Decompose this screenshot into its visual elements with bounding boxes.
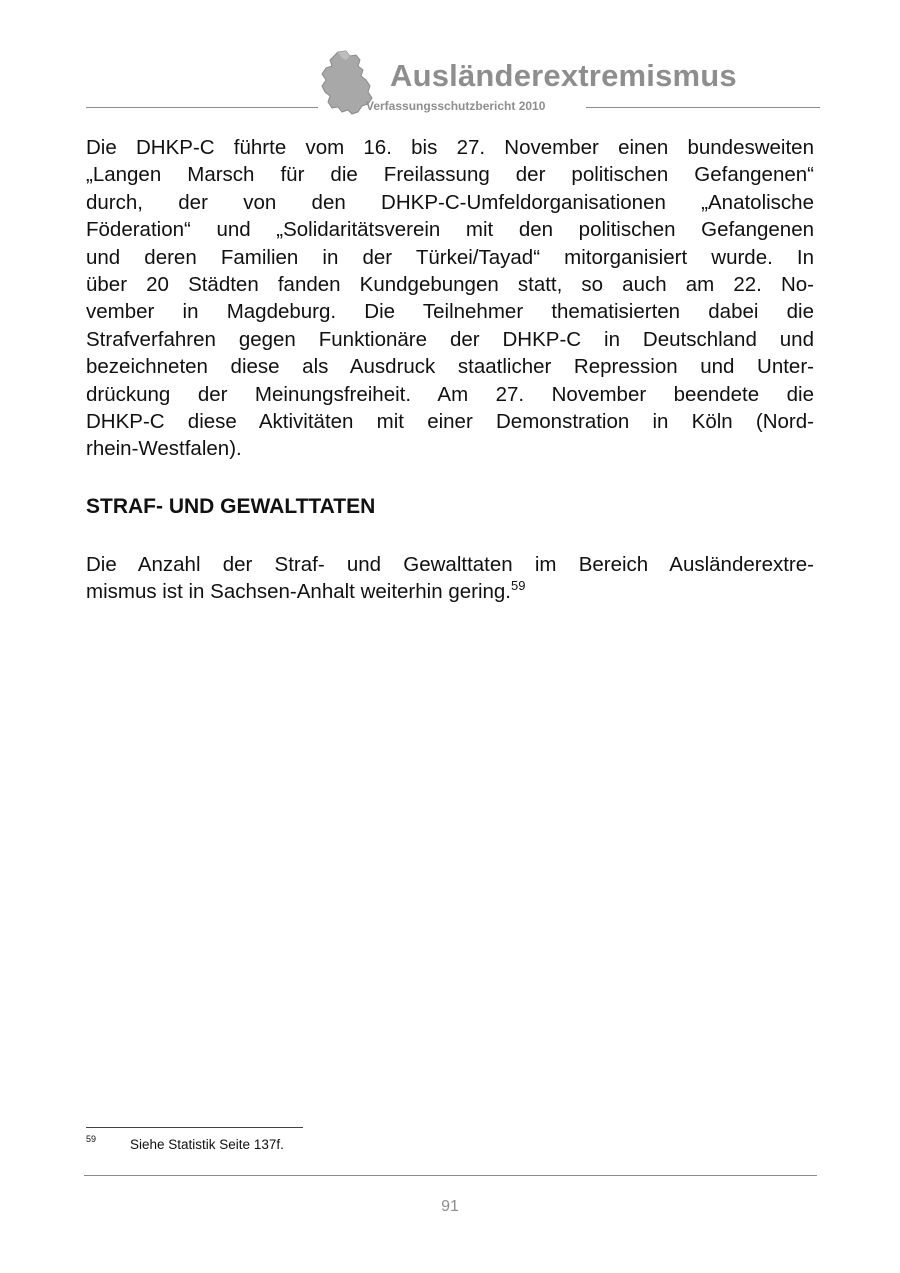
- text-line-with-footnote: [86, 578, 814, 605]
- text-line: drückung der Meinungsfreiheit. Am 27. November beendete die: [86, 382, 814, 406]
- footnote-reference[interactable]: 59: [511, 578, 526, 594]
- page-header: [0, 0, 900, 120]
- text-line: Die DHKP-C führte vom 16. bis 27. November einen bundesweiten: [86, 136, 814, 159]
- text-line: vember in Magdeburg. Die Teilnehmer thematisierten dabei die: [86, 300, 814, 324]
- text-line: DHKP-C diese Aktivitäten mit einer Demonstration in Köln (Nord-: [86, 410, 814, 434]
- text-line: durch, der von den DHKP-C-Umfeldorganisationen „Anatolische: [86, 190, 814, 214]
- header-rule-left: [86, 107, 318, 108]
- text-line: mismus ist in Sachsen-Anhalt weiterhin gering.: [86, 580, 511, 604]
- text-line: rhein-Westfalen).: [86, 437, 242, 461]
- footnote-rule: [86, 1127, 303, 1128]
- text-line: Föderation“ und „Solidaritätsverein mit den politischen Gefangenen: [86, 218, 814, 242]
- page-number: 91: [441, 1198, 459, 1215]
- text-line: über 20 Städten fanden Kundgebungen statt, so auch am 22. No-: [86, 273, 814, 297]
- header-rule-right: [586, 107, 820, 108]
- text-line: „Langen Marsch für die Freilassung der politischen Gefangenen“: [86, 163, 814, 187]
- footnote-text: Siehe Statistik Seite 137f.: [130, 1137, 284, 1152]
- paragraph: [86, 134, 814, 463]
- body-paragraph-2: [86, 551, 814, 606]
- body-paragraph-1: [86, 134, 814, 463]
- footnote-number: 59: [86, 1134, 97, 1144]
- text-line: Die Anzahl der Straf- und Gewalttaten im Bereich Ausländerextre-: [86, 553, 814, 576]
- text-line: und deren Familien in der Türkei/Tayad“ mitorganisiert wurde. In: [86, 245, 814, 269]
- header-title: Ausländerextremismus: [390, 58, 737, 93]
- section-heading: STRAF- UND GEWALTTATEN: [86, 495, 376, 518]
- text-line: Strafverfahren gegen Funktionäre der DHKP-C in Deutschland und: [86, 327, 814, 351]
- footer-rule: [84, 1175, 817, 1176]
- text-line: bezeichneten diese als Ausdruck staatlicher Repression und Unter-: [86, 355, 814, 379]
- header-subtitle: Verfassungsschutzbericht 2010: [366, 99, 546, 113]
